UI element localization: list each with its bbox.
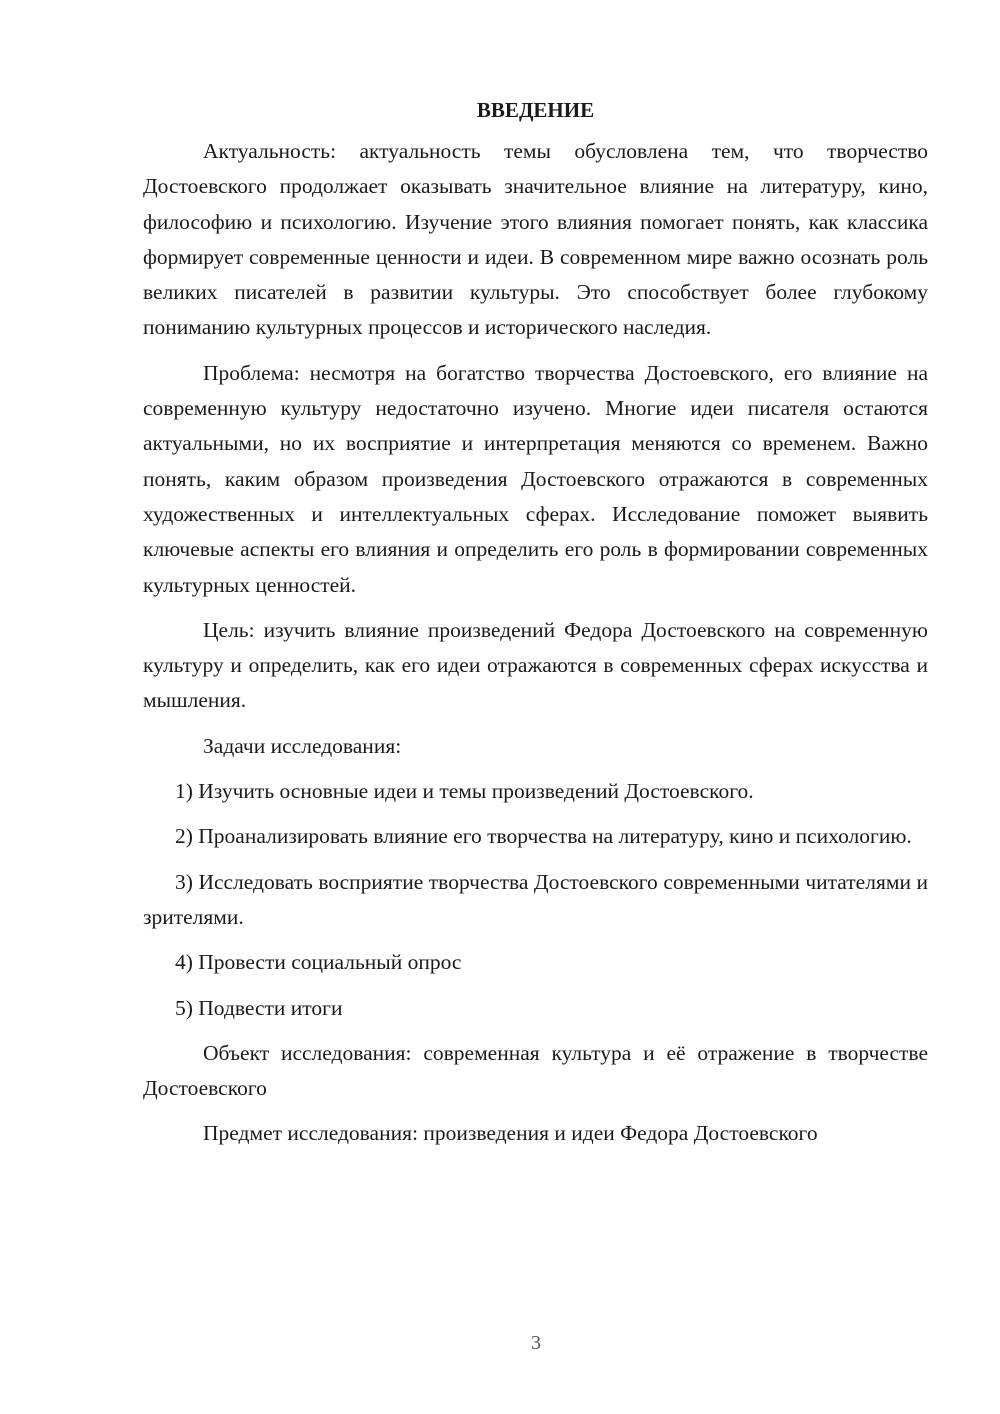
task-item: 1) Изучить основные идеи и темы произведений Достоевского. xyxy=(175,779,754,804)
page-number: 3 xyxy=(531,1332,541,1354)
task-item: 5) Подвести итоги xyxy=(175,995,343,1020)
section-title: ВВЕДЕНИЕ xyxy=(476,98,595,122)
task-item: 4) Провести социальный опрос xyxy=(175,950,462,975)
task-item: 3) Исследовать восприятие творчества Достоевского современными читателями и зрителями. xyxy=(143,869,928,929)
relevance-paragraph: Актуальность: актуальность темы обусловлена тем, что творчество Достоевского продолжает оказывать значительное влияние на литературу, кино, философию и психологию. Изучение этого влияния помогает понять, как классика формирует современные ценности и идеи. В современном мире важно осознать роль великих писателей в развитии культуры. Это способствует более глубокому пониманию культурных процессов и исторического наследия. xyxy=(143,139,928,340)
tasks-heading: Задачи исследования: xyxy=(203,733,402,758)
object-paragraph: Объект исследования: современная культура и её отражение в творчестве Достоевского xyxy=(143,1040,928,1101)
page-content xyxy=(143,95,928,1162)
task-item: 2) Проанализировать влияние его творчества на литературу, кино и психологию. xyxy=(175,824,912,849)
goal-paragraph: Цель: изучить влияние произведений Федора Достоевского на современную культуру и определить, как его идеи отражаются в современных сферах искусства и мышления. xyxy=(143,617,928,713)
subject-paragraph: Предмет исследования: произведения и идеи Федора Достоевского xyxy=(203,1121,818,1146)
problem-paragraph: Проблема: несмотря на богатство творчества Достоевского, его влияние на современную культуру недостаточно изучено. Многие идеи писателя остаются актуальными, но их восприятие и интерпретация меняются со временем. Важно понять, каким образом произведения Достоевского отражаются в современных художественных и интеллектуальных сферах. Исследование поможет выявить ключевые аспекты его влияния и определить его роль в формировании современных культурных ценностей. xyxy=(143,360,928,597)
